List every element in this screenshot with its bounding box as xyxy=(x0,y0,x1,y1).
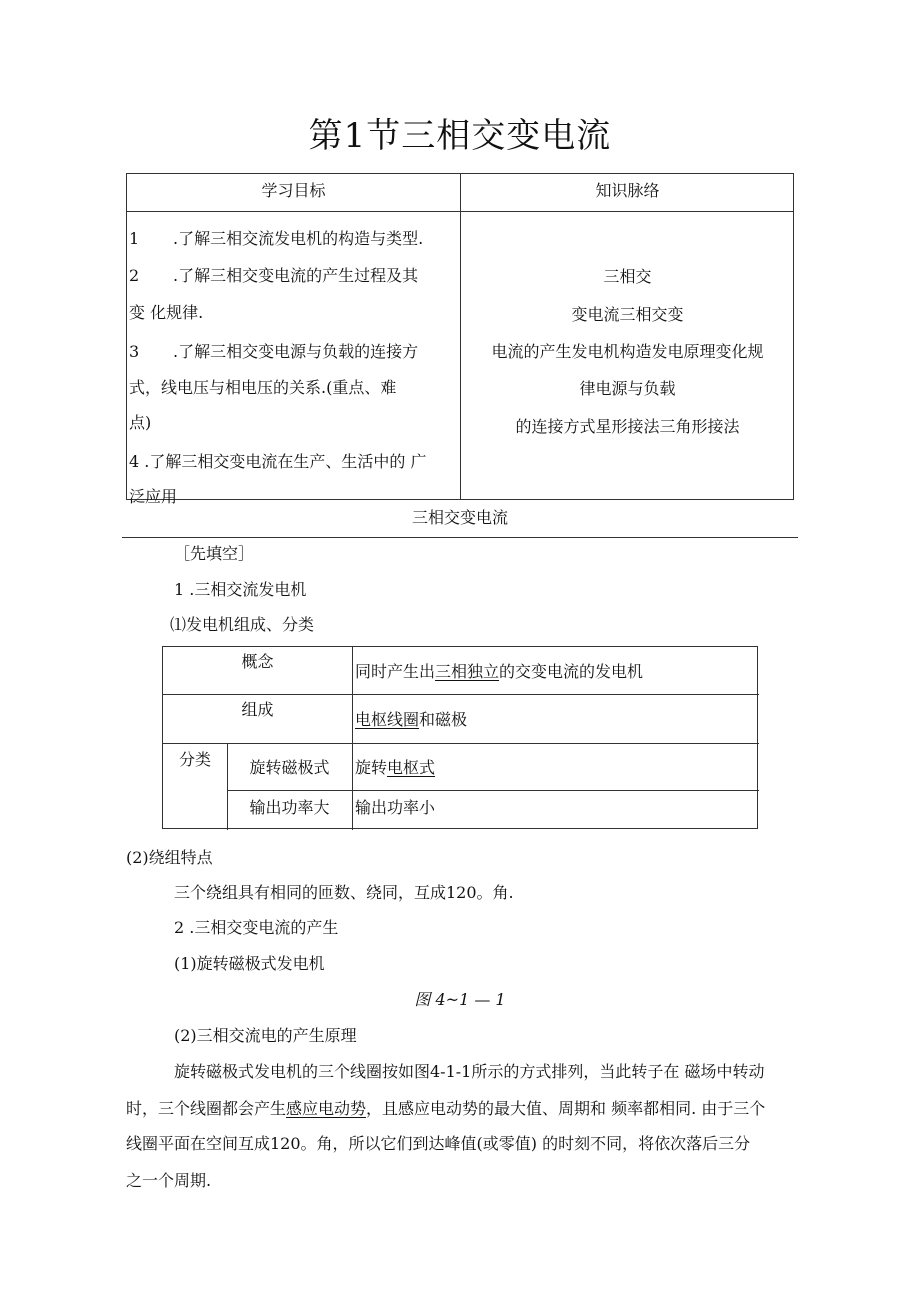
item2-subheading: (2)三相交流电的产生原理 xyxy=(174,1026,357,1045)
concept-label: 概念 xyxy=(241,652,274,671)
figure-caption: 图 4~1 — 1 xyxy=(414,990,506,1009)
table-divider xyxy=(227,790,759,791)
objective-line: 泛应用 xyxy=(129,487,178,506)
item2-heading: 2 .三相交变电流的产生 xyxy=(174,918,339,937)
table-divider xyxy=(352,647,353,830)
objectives-header: 学习目标 xyxy=(261,181,326,200)
item1-heading: 1 .三相交流发电机 xyxy=(174,580,307,599)
type1-value: 旋转电枢式 xyxy=(355,758,436,777)
power-small: 输出功率小 xyxy=(355,798,436,817)
type1-label: 旋转磁极式 xyxy=(249,758,330,777)
table-divider xyxy=(460,174,461,499)
item1-subheading: ⑴发电机组成、分类 xyxy=(170,615,315,634)
knowledge-line: 三相交 xyxy=(603,267,652,286)
page-title: 第1节三相交变电流 xyxy=(308,116,612,156)
knowledge-line: 变电流三相交变 xyxy=(571,305,684,324)
objective-line: 2 .了解三相交变电流的产生过程及其 xyxy=(129,266,419,285)
table-divider xyxy=(163,743,759,744)
knowledge-line: 电流的产生发电机构造发电原理变化规 xyxy=(491,342,764,361)
composition-value: 电枢线圈和磁极 xyxy=(355,710,468,729)
objective-line: 点) xyxy=(129,413,152,432)
knowledge-line: 的连接方式星形接法三角形接法 xyxy=(515,417,740,436)
concept-value: 同时产生出三相独立的交变电流的发电机 xyxy=(355,662,644,681)
paragraph-line: 旋转磁极式发电机的三个线圈按如图4-1-1所示的方式排列，当此转子在 磁场中转动 xyxy=(174,1062,765,1081)
winding-text: 三个绕组具有相同的匝数、绕同，互成120。角. xyxy=(174,883,514,902)
item1-subheading: (2)绕组特点 xyxy=(126,848,213,867)
paragraph-line: 线圈平面在空间互成120。角，所以它们到达峰值(或零值) 的时刻不同，将依次落后三分 xyxy=(126,1134,751,1153)
objectives-table xyxy=(126,173,794,506)
power-large: 输出功率大 xyxy=(249,798,330,817)
table-divider xyxy=(163,694,759,695)
objective-line: 4 .了解三相交变电流在生产、生活中的 广 xyxy=(129,452,427,471)
knowledge-line: 律电源与负载 xyxy=(579,379,676,398)
objective-line: 式，线电压与相电压的关系.(重点、难 xyxy=(129,378,397,397)
prefill-label: ［先填空］ xyxy=(174,544,255,563)
table-divider xyxy=(127,211,793,212)
paragraph-line: 之一个周期. xyxy=(126,1171,212,1190)
objective-line: 3 .了解三相交变电源与负载的连接方 xyxy=(129,342,419,361)
section-heading: 三相交变电流 xyxy=(411,508,508,527)
item2-subheading: (1)旋转磁极式发电机 xyxy=(174,954,325,973)
objective-line: 1 .了解三相交流发电机的构造与类型. xyxy=(129,229,424,248)
generator-table xyxy=(162,646,758,829)
composition-label: 组成 xyxy=(241,700,274,719)
objective-line: 变 化规律. xyxy=(129,303,204,322)
knowledge-header: 知识脉络 xyxy=(595,181,660,200)
section-rule xyxy=(122,537,798,538)
paragraph-line: 时，三个线圈都会产生感应电动势，且感应电动势的最大值、周期和 频率都相同. 由于三个 xyxy=(126,1099,766,1118)
category-label: 分类 xyxy=(178,750,211,769)
